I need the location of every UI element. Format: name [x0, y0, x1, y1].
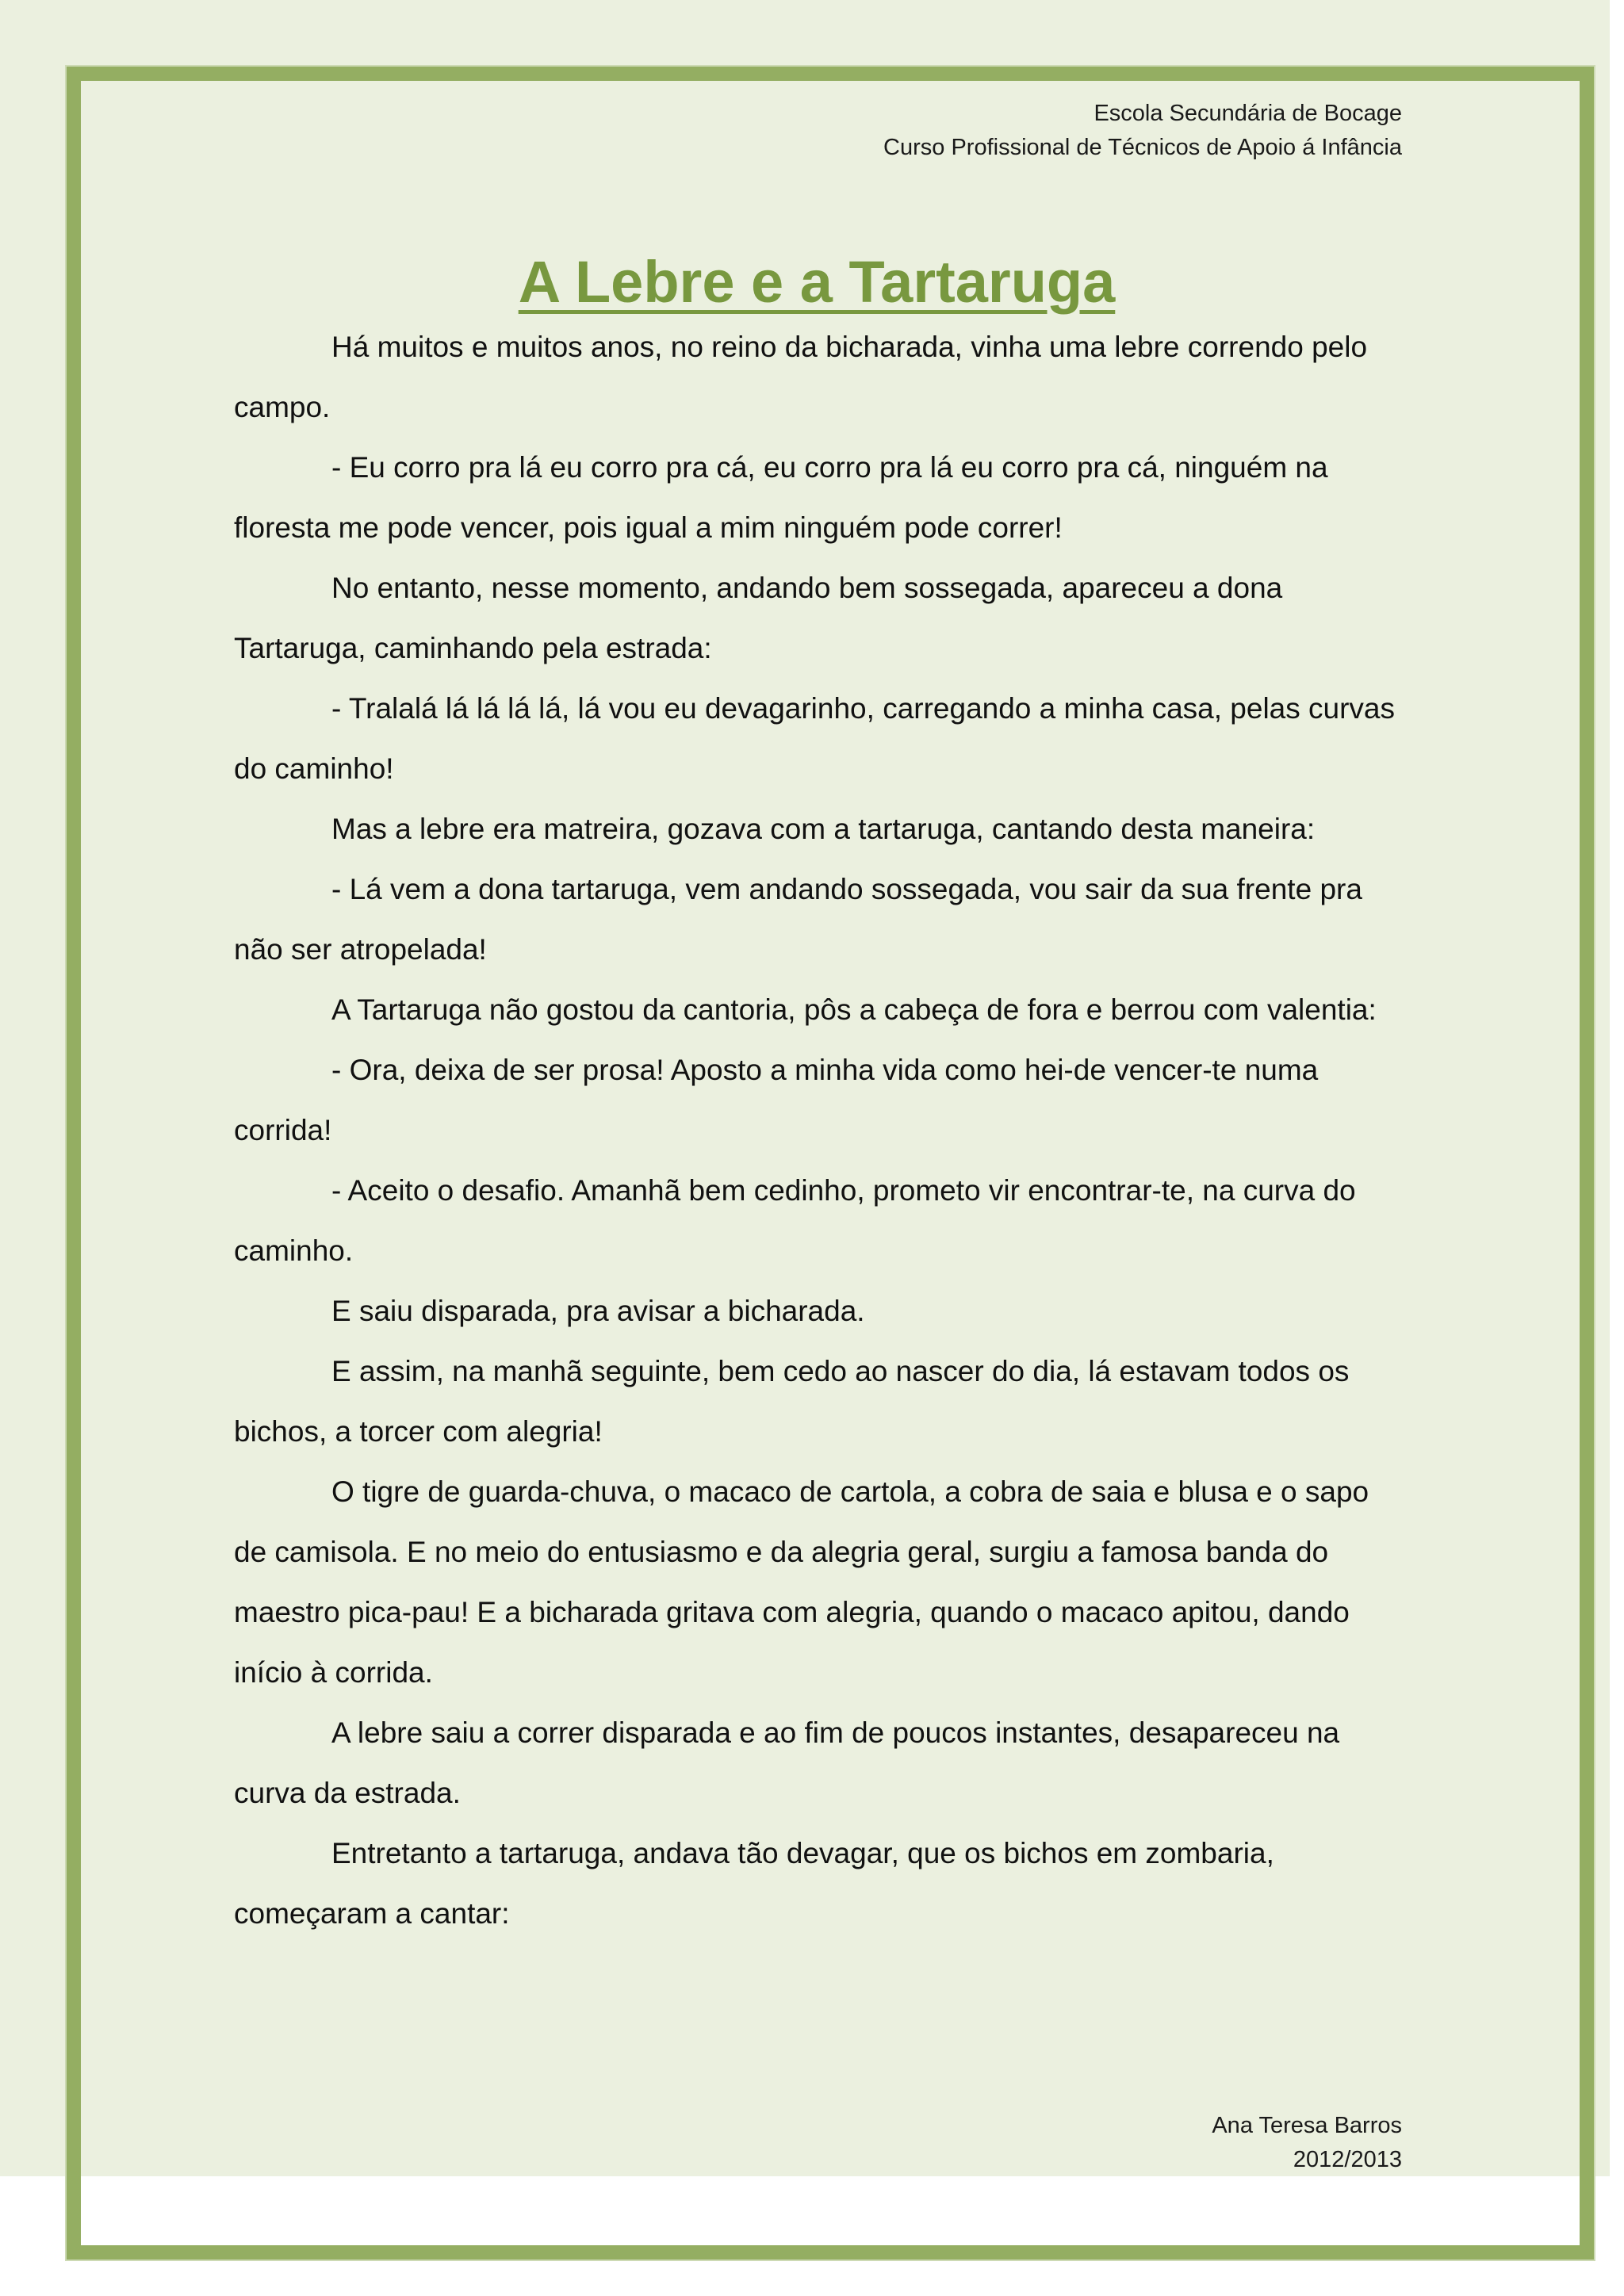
paragraph: E saiu disparada, pra avisar a bicharada.	[331, 1295, 865, 1327]
document-header	[883, 97, 1402, 165]
story-body	[234, 317, 1400, 1944]
paragraph: - Tralalá lá lá lá lá, lá vou eu devagarinho, carregando a minha casa, pelas curvas do caminho!	[234, 692, 1395, 785]
course-name: Curso Profissional de Técnicos de Apoio á Infância	[883, 135, 1402, 160]
school-name: Escola Secundária de Bocage	[1094, 101, 1402, 126]
paragraph: A lebre saiu a correr disparada e ao fim de poucos instantes, desapareceu na curva da estrada.	[234, 1716, 1340, 1809]
author-name: Ana Teresa Barros	[1212, 2113, 1402, 2138]
school-year: 2012/2013	[1293, 2147, 1402, 2172]
paragraph: Mas a lebre era matreira, gozava com a tartaruga, cantando desta maneira:	[331, 813, 1316, 845]
paragraph: Há muitos e muitos anos, no reino da bicharada, vinha uma lebre correndo pelo campo.	[234, 331, 1368, 423]
document-footer	[1212, 2109, 1402, 2177]
paragraph: No entanto, nesse momento, andando bem sossegada, apareceu a dona Tartaruga, caminhando pela estrada:	[234, 572, 1283, 664]
paragraph: Entretanto a tartaruga, andava tão devagar, que os bichos em zombaria, começaram a cantar:	[234, 1837, 1274, 1930]
paragraph: A Tartaruga não gostou da cantoria, pôs a cabeça de fora e berrou com valentia:	[331, 993, 1377, 1026]
paragraph: - Aceito o desafio. Amanhã bem cedinho, prometo vir encontrar-te, na curva do caminho.	[234, 1174, 1356, 1267]
paragraph: O tigre de guarda-chuva, o macaco de cartola, a cobra de saia e blusa e o sapo de camisola. E no meio do entusiasmo e da alegria geral, surgiu a famosa banda do maestro pica-pau! E a bicharada gritava com alegria, quando o macaco apitou, dando início à corrida.	[234, 1475, 1369, 1689]
paragraph: - Eu corro pra lá eu corro pra cá, eu corro pra lá eu corro pra cá, ninguém na floresta me pode vencer, pois igual a mim ninguém pode correr!	[234, 451, 1328, 544]
paragraph: - Lá vem a dona tartaruga, vem andando sossegada, vou sair da sua frente pra não ser atropelada!	[234, 873, 1362, 966]
paragraph: E assim, na manhã seguinte, bem cedo ao nascer do dia, lá estavam todos os bichos, a torcer com alegria!	[234, 1355, 1350, 1448]
paragraph: - Ora, deixa de ser prosa! Aposto a minha vida como hei-de vencer-te numa corrida!	[234, 1054, 1319, 1146]
document-title: A Lebre e a Tartaruga	[518, 248, 1116, 315]
